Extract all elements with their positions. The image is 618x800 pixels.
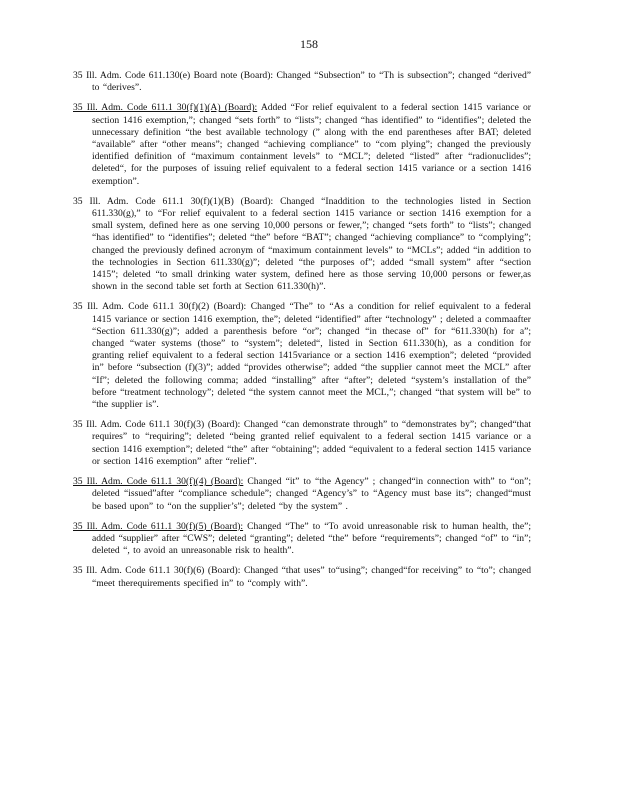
citation-reference: 35 Ill. Adm. Code 611.1 30(f)(6) (Board): — [73, 565, 241, 577]
citation-reference: 35 Ill. Adm. Code 611.1 30(f)(4) (Board): — [73, 476, 244, 488]
change-entry — [73, 102, 531, 187]
change-description: Changed “can demonstrate through” to “demonstrates by”; changed“that requires” to “requiring”; deleted “being granted relief equivalent to a federal section 1415 variance or a section 1416 exemption”; deleted “the” after “obtaining”; added “equivalent to a federal section 1415 variance or section 1416 exemption” after “relief”. — [92, 419, 531, 467]
change-description: Changed “it” to “the Agency” ; changed“in connection with” to “on”; deleted “issued”after “compliance schedule”; changed “Agency’s” to “Agency must base its”; changed“must be based upon” to “on the supplier’s”; deleted “by the system” . — [92, 476, 532, 512]
page-number: 158 — [300, 37, 318, 51]
change-list — [73, 70, 531, 598]
change-entry — [73, 476, 531, 513]
change-entry — [73, 196, 531, 294]
citation-reference: 35 Ill. Adm. Code 611.1 30(f)(2) (Board): — [73, 301, 247, 313]
change-entry — [73, 521, 531, 558]
citation-reference: 35 Ill. Adm. Code 611.1 30(f)(3) (Board): — [73, 419, 241, 431]
change-description: Changed “The” to “As a condition for relief equivalent to a federal 1415 variance or section 1416 exemption, the”; deleted “identified” after “technology” ; deleted a commaafter “Section 611.330(g)”; added a parenthesis before “or”; changed “in thecase of” for “611.330(h) for a”; changed “water systems (those” to “system”; deleted“, listed in Section 611.330(h), as a condition for granting relief equivalent to a federal section 1415variance or a section 1416 exemption”; deleted “provided in” before “subsection (f)(3)”; added “provides otherwise”; added “the supplier cannot meet the MCL” after “If”; deleted the following comma; added “installing” after “after”; deleted “system’s installation of the” before “treatment technology”; deleted “the system cannot meet the MCL,”; changed “that system will be” to “the supplier is”. — [92, 301, 531, 411]
change-description: Changed “The” to “To avoid unreasonable risk to human health, the”; added “supplier” after “CWS”; deleted “granting”; deleted “the” before “requirements”; changed “of” to “in”; deleted “, to avoid an unreasonable risk to health”. — [92, 520, 532, 557]
change-description: Added “For relief equivalent to a federal section 1415 variance or section 1416 exemption,”; changed “sets forth” to “lists”; changed “has identified” to “identifies”; deleted the unnecessary definition “the best available technology (” along with the end parentheses after BAT; deleted “available” after “other means”; changed “achieving compliance” to “com plying”; changed the previously identified definition of “maximum containment levels” to “MCL”; deleted “listed” after “radionuclides”; deleted“, for the purposes of issuing relief equivalent to a federal section 1415 variance or a section 1416 exemption”. — [92, 102, 531, 187]
change-entry — [73, 565, 531, 589]
citation-reference: 35 Ill. Adm. Code 611.1 30(f)(5) (Board): — [73, 520, 244, 532]
citation-reference: 35 Ill. Adm. Code 611.1 30(f)(1)(A) (Board): — [73, 102, 258, 114]
change-description: Changed “Inaddition to the technologies listed in Section 611.330(g),” to “For relief equivalent to a federal section 1415 variance or section 1416 exemption for a small system, defined here as one serving 10,000 persons or fewer,”; changed “sets forth” to “lists”; changed “has identified” to “identifies”; deleted “the” before “BAT”; changed “achieving compliance” to “complying”; changed the previously defined acronym of “maximum containment levels” to “MCLs”; added “in addition to the technologies in Section 611.330(g)”; deleted “the purposes of”; added “small system” after “section 1415”; deleted “to small drinking water system, defined here as those serving 10,000 persons or fewer,as shown in the second table set forth at Section 611.330(h)”. — [92, 195, 531, 293]
change-description: Changed “Subsection” to “Th is subsection”; changed “derived” to “derives”. — [92, 70, 531, 94]
citation-reference: 35 Ill. Adm. Code 611.1 30(f)(1)(B) (Board): — [73, 195, 274, 207]
citation-reference: 35 Ill. Adm. Code 611.130(e) Board note (Board): — [73, 70, 274, 81]
change-entry — [73, 419, 531, 468]
change-description: Changed “that uses” to“using”; changed“for receiving” to “to”; changed “meet therequirements specified in” to “comply with”. — [92, 565, 531, 589]
change-entry — [73, 70, 531, 94]
change-entry — [73, 301, 531, 411]
